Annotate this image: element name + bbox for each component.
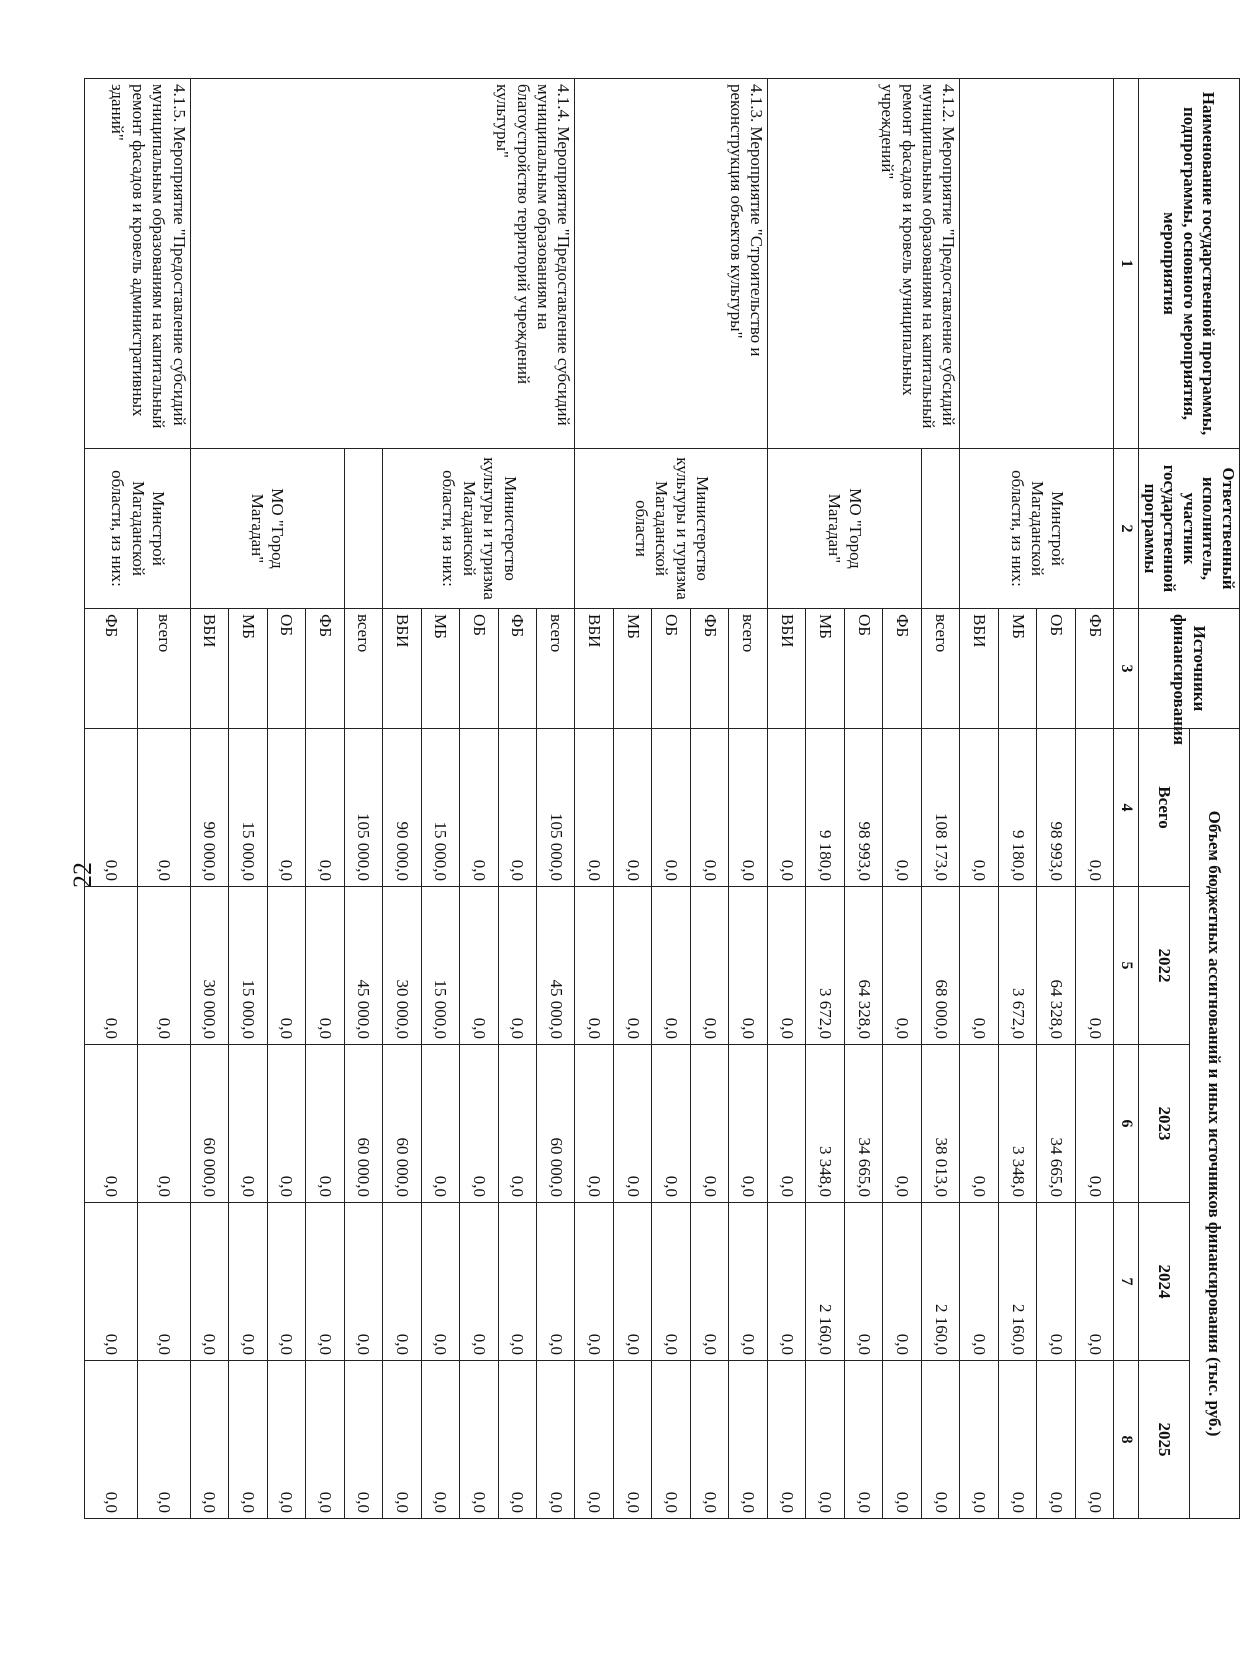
value-cell: 0,0 [883, 1045, 921, 1203]
value-cell: 0,0 [767, 1045, 805, 1203]
value-cell: 0,0 [1075, 1045, 1113, 1203]
value-cell: 0,0 [729, 1045, 767, 1203]
value-cell: 0,0 [690, 1045, 728, 1203]
page-number: 22 [68, 862, 97, 888]
table-row [921, 79, 959, 1519]
value-cell: 15 000,0 [421, 729, 459, 887]
value-cell: 68 000,0 [921, 887, 959, 1045]
table-row [537, 79, 575, 1519]
value-cell: 0,0 [575, 887, 613, 1045]
executor-cell [344, 449, 382, 609]
value-cell: 0,0 [844, 1203, 882, 1361]
value-cell: 0,0 [383, 1203, 421, 1361]
executor-cell: Министерство культуры и туризма Магаданской области, из них: [383, 449, 575, 609]
value-cell: 2 160,0 [806, 1203, 844, 1361]
value-cell: 0,0 [267, 1361, 305, 1519]
col-number: 2 [1114, 449, 1139, 609]
value-cell: 0,0 [883, 1203, 921, 1361]
value-cell: 15 000,0 [229, 729, 267, 887]
value-cell: 0,0 [575, 1203, 613, 1361]
value-cell: 0,0 [229, 1361, 267, 1519]
header-source: Источники финансирования [1139, 609, 1240, 729]
value-cell: 0,0 [767, 1203, 805, 1361]
value-cell: 0,0 [729, 1203, 767, 1361]
value-cell: 38 013,0 [921, 1045, 959, 1203]
value-cell: 0,0 [229, 1045, 267, 1203]
source-cell: ОБ [460, 609, 498, 729]
value-cell: 0,0 [729, 887, 767, 1045]
source-cell: ФБ [85, 609, 138, 729]
value-cell: 3 348,0 [806, 1045, 844, 1203]
value-cell: 0,0 [267, 729, 305, 887]
source-cell: ФБ [883, 609, 921, 729]
value-cell: 60 000,0 [190, 1045, 228, 1203]
source-cell: МБ [998, 609, 1036, 729]
col-number: 8 [1114, 1361, 1139, 1519]
executor-cell: МО "Город Магадан" [767, 449, 921, 609]
value-cell: 60 000,0 [344, 1045, 382, 1203]
value-cell: 0,0 [652, 1045, 690, 1203]
executor-cell: Министерство культуры и туризма Магаданской области [575, 449, 767, 609]
source-cell: ФБ [498, 609, 536, 729]
source-cell: ОБ [267, 609, 305, 729]
value-cell: 0,0 [498, 1045, 536, 1203]
value-cell: 64 328,0 [1037, 887, 1075, 1045]
value-cell: 9 180,0 [806, 729, 844, 887]
budget-table-wrapper [102, 78, 1240, 1518]
source-cell: ВБИ [960, 609, 998, 729]
value-cell: 0,0 [960, 1361, 998, 1519]
value-cell: 0,0 [1075, 1203, 1113, 1361]
header-year-2022: 2022 [1139, 887, 1189, 1045]
value-cell: 0,0 [306, 729, 344, 887]
value-cell: 90 000,0 [383, 729, 421, 887]
source-cell: ОБ [1037, 609, 1075, 729]
col-number: 4 [1114, 729, 1139, 887]
value-cell: 0,0 [729, 729, 767, 887]
value-cell: 0,0 [460, 887, 498, 1045]
source-cell: ВБИ [575, 609, 613, 729]
value-cell: 0,0 [138, 887, 191, 1045]
value-cell: 0,0 [1037, 1361, 1075, 1519]
col-number: 3 [1114, 609, 1139, 729]
value-cell: 105 000,0 [537, 729, 575, 887]
value-cell: 0,0 [421, 1203, 459, 1361]
value-cell: 0,0 [267, 1045, 305, 1203]
value-cell: 60 000,0 [383, 1045, 421, 1203]
value-cell: 0,0 [498, 887, 536, 1045]
value-cell: 98 993,0 [844, 729, 882, 887]
value-cell: 0,0 [85, 729, 138, 887]
value-cell: 0,0 [960, 1045, 998, 1203]
header-budget-group: Объем бюджетных ассигнований и иных источников финансирования (тыс. руб.) [1189, 729, 1239, 1519]
executor-cell: Минстрой Магаданской области, из них: [85, 449, 190, 609]
value-cell: 0,0 [883, 887, 921, 1045]
value-cell: 0,0 [344, 1361, 382, 1519]
value-cell: 0,0 [806, 1361, 844, 1519]
col-number: 1 [1114, 79, 1139, 449]
measure-name-4-1-3: 4.1.3. Мероприятие "Строительство и реконструкция объектов культуры" [575, 79, 767, 449]
value-cell: 0,0 [652, 1361, 690, 1519]
value-cell: 0,0 [537, 1203, 575, 1361]
header-year-2024: 2024 [1139, 1203, 1189, 1361]
value-cell: 0,0 [613, 1361, 651, 1519]
value-cell: 34 665,0 [1037, 1045, 1075, 1203]
header-executor: Ответственный исполнитель, участник государственной программы [1139, 449, 1240, 609]
value-cell: 0,0 [460, 729, 498, 887]
value-cell: 0,0 [575, 729, 613, 887]
source-cell: ОБ [652, 609, 690, 729]
value-cell: 0,0 [421, 1045, 459, 1203]
value-cell: 0,0 [652, 729, 690, 887]
measure-name-4-1-2: 4.1.2. Мероприятие "Предоставление субсидий муниципальным образованиям на капитальный ремонт фасадов и кровель муниципальных учреждений" [767, 79, 959, 449]
value-cell: 0,0 [460, 1361, 498, 1519]
value-cell: 0,0 [690, 887, 728, 1045]
value-cell: 3 672,0 [806, 887, 844, 1045]
value-cell: 0,0 [1037, 1203, 1075, 1361]
source-cell: ФБ [1075, 609, 1113, 729]
value-cell: 0,0 [767, 1361, 805, 1519]
value-cell: 0,0 [690, 1203, 728, 1361]
value-cell: 105 000,0 [344, 729, 382, 887]
value-cell: 0,0 [690, 1361, 728, 1519]
value-cell: 0,0 [383, 1361, 421, 1519]
value-cell: 0,0 [613, 887, 651, 1045]
value-cell: 0,0 [498, 729, 536, 887]
value-cell: 30 000,0 [190, 887, 228, 1045]
value-cell: 0,0 [306, 1361, 344, 1519]
value-cell: 0,0 [229, 1203, 267, 1361]
value-cell: 0,0 [613, 1203, 651, 1361]
value-cell: 3 348,0 [998, 1045, 1036, 1203]
value-cell: 0,0 [267, 887, 305, 1045]
value-cell: 0,0 [883, 729, 921, 887]
value-cell: 45 000,0 [344, 887, 382, 1045]
value-cell: 0,0 [613, 729, 651, 887]
value-cell: 0,0 [652, 887, 690, 1045]
value-cell: 0,0 [1075, 729, 1113, 887]
col-number: 7 [1114, 1203, 1139, 1361]
executor-cell: Минстрой Магаданской области, из них: [960, 449, 1114, 609]
measure-name-4-1-4: 4.1.4. Мероприятие "Предоставление субсидий муниципальным образованиям на благоустройство территорий учреждений культуры" [190, 79, 575, 449]
table-row [1075, 79, 1113, 1519]
value-cell: 0,0 [1075, 887, 1113, 1045]
value-cell: 0,0 [960, 887, 998, 1045]
value-cell: 108 173,0 [921, 729, 959, 887]
source-cell: всего [344, 609, 382, 729]
header-year-2023: 2023 [1139, 1045, 1189, 1203]
value-cell: 0,0 [729, 1361, 767, 1519]
value-cell: 0,0 [306, 1203, 344, 1361]
value-cell: 15 000,0 [229, 887, 267, 1045]
value-cell: 0,0 [652, 1203, 690, 1361]
source-cell: МБ [421, 609, 459, 729]
source-cell: всего [537, 609, 575, 729]
value-cell: 0,0 [138, 1361, 191, 1519]
measure-name-4-1-5: 4.1.5. Мероприятие "Предоставление субсидий муниципальным образованиям на капитальный ремонт фасадов и кровель административных зданий" [85, 79, 190, 449]
source-cell: всего [921, 609, 959, 729]
source-cell: МБ [806, 609, 844, 729]
header-year-total: Всего [1139, 729, 1189, 887]
value-cell: 0,0 [85, 1361, 138, 1519]
program-name-cell [960, 79, 1114, 449]
source-cell: ВБИ [767, 609, 805, 729]
header-year-2025: 2025 [1139, 1361, 1189, 1519]
value-cell: 30 000,0 [383, 887, 421, 1045]
col-number: 6 [1114, 1045, 1139, 1203]
budget-table [84, 78, 1240, 1519]
value-cell: 0,0 [138, 729, 191, 887]
value-cell: 0,0 [460, 1203, 498, 1361]
value-cell: 0,0 [1075, 1361, 1113, 1519]
header-name: Наименование государственной программы, подпрограммы, основного мероприятия, мероприятия [1139, 79, 1240, 449]
value-cell: 9 180,0 [998, 729, 1036, 887]
value-cell: 0,0 [190, 1203, 228, 1361]
value-cell: 0,0 [960, 729, 998, 887]
value-cell: 2 160,0 [998, 1203, 1036, 1361]
value-cell: 0,0 [306, 1045, 344, 1203]
col-number: 5 [1114, 887, 1139, 1045]
executor-cell [921, 449, 959, 609]
table-row [138, 79, 191, 1519]
value-cell: 2 160,0 [921, 1203, 959, 1361]
value-cell: 0,0 [537, 1361, 575, 1519]
value-cell: 0,0 [575, 1361, 613, 1519]
value-cell: 0,0 [421, 1361, 459, 1519]
value-cell: 0,0 [138, 1045, 191, 1203]
value-cell: 64 328,0 [844, 887, 882, 1045]
value-cell: 0,0 [883, 1361, 921, 1519]
value-cell: 0,0 [85, 887, 138, 1045]
value-cell: 0,0 [921, 1361, 959, 1519]
source-cell: МБ [229, 609, 267, 729]
value-cell: 0,0 [267, 1203, 305, 1361]
value-cell: 34 665,0 [844, 1045, 882, 1203]
value-cell: 0,0 [306, 887, 344, 1045]
source-cell: всего [138, 609, 191, 729]
value-cell: 0,0 [460, 1045, 498, 1203]
value-cell: 0,0 [690, 729, 728, 887]
value-cell: 45 000,0 [537, 887, 575, 1045]
source-cell: ВБИ [190, 609, 228, 729]
value-cell: 3 672,0 [998, 887, 1036, 1045]
value-cell: 0,0 [767, 729, 805, 887]
value-cell: 0,0 [190, 1361, 228, 1519]
value-cell: 90 000,0 [190, 729, 228, 887]
value-cell: 0,0 [344, 1203, 382, 1361]
source-cell: МБ [613, 609, 651, 729]
value-cell: 0,0 [960, 1203, 998, 1361]
value-cell: 0,0 [613, 1045, 651, 1203]
value-cell: 0,0 [998, 1361, 1036, 1519]
value-cell: 98 993,0 [1037, 729, 1075, 887]
executor-cell: МО "Город Магадан" [190, 449, 344, 609]
value-cell: 0,0 [767, 887, 805, 1045]
table-row [729, 79, 767, 1519]
value-cell: 0,0 [138, 1203, 191, 1361]
source-cell: ФБ [690, 609, 728, 729]
source-cell: ФБ [306, 609, 344, 729]
source-cell: ОБ [844, 609, 882, 729]
value-cell: 0,0 [575, 1045, 613, 1203]
value-cell: 0,0 [85, 1203, 138, 1361]
source-cell: ВБИ [383, 609, 421, 729]
source-cell: всего [729, 609, 767, 729]
value-cell: 60 000,0 [537, 1045, 575, 1203]
value-cell: 0,0 [85, 1045, 138, 1203]
value-cell: 15 000,0 [421, 887, 459, 1045]
value-cell: 0,0 [498, 1361, 536, 1519]
value-cell: 0,0 [498, 1203, 536, 1361]
value-cell: 0,0 [844, 1361, 882, 1519]
